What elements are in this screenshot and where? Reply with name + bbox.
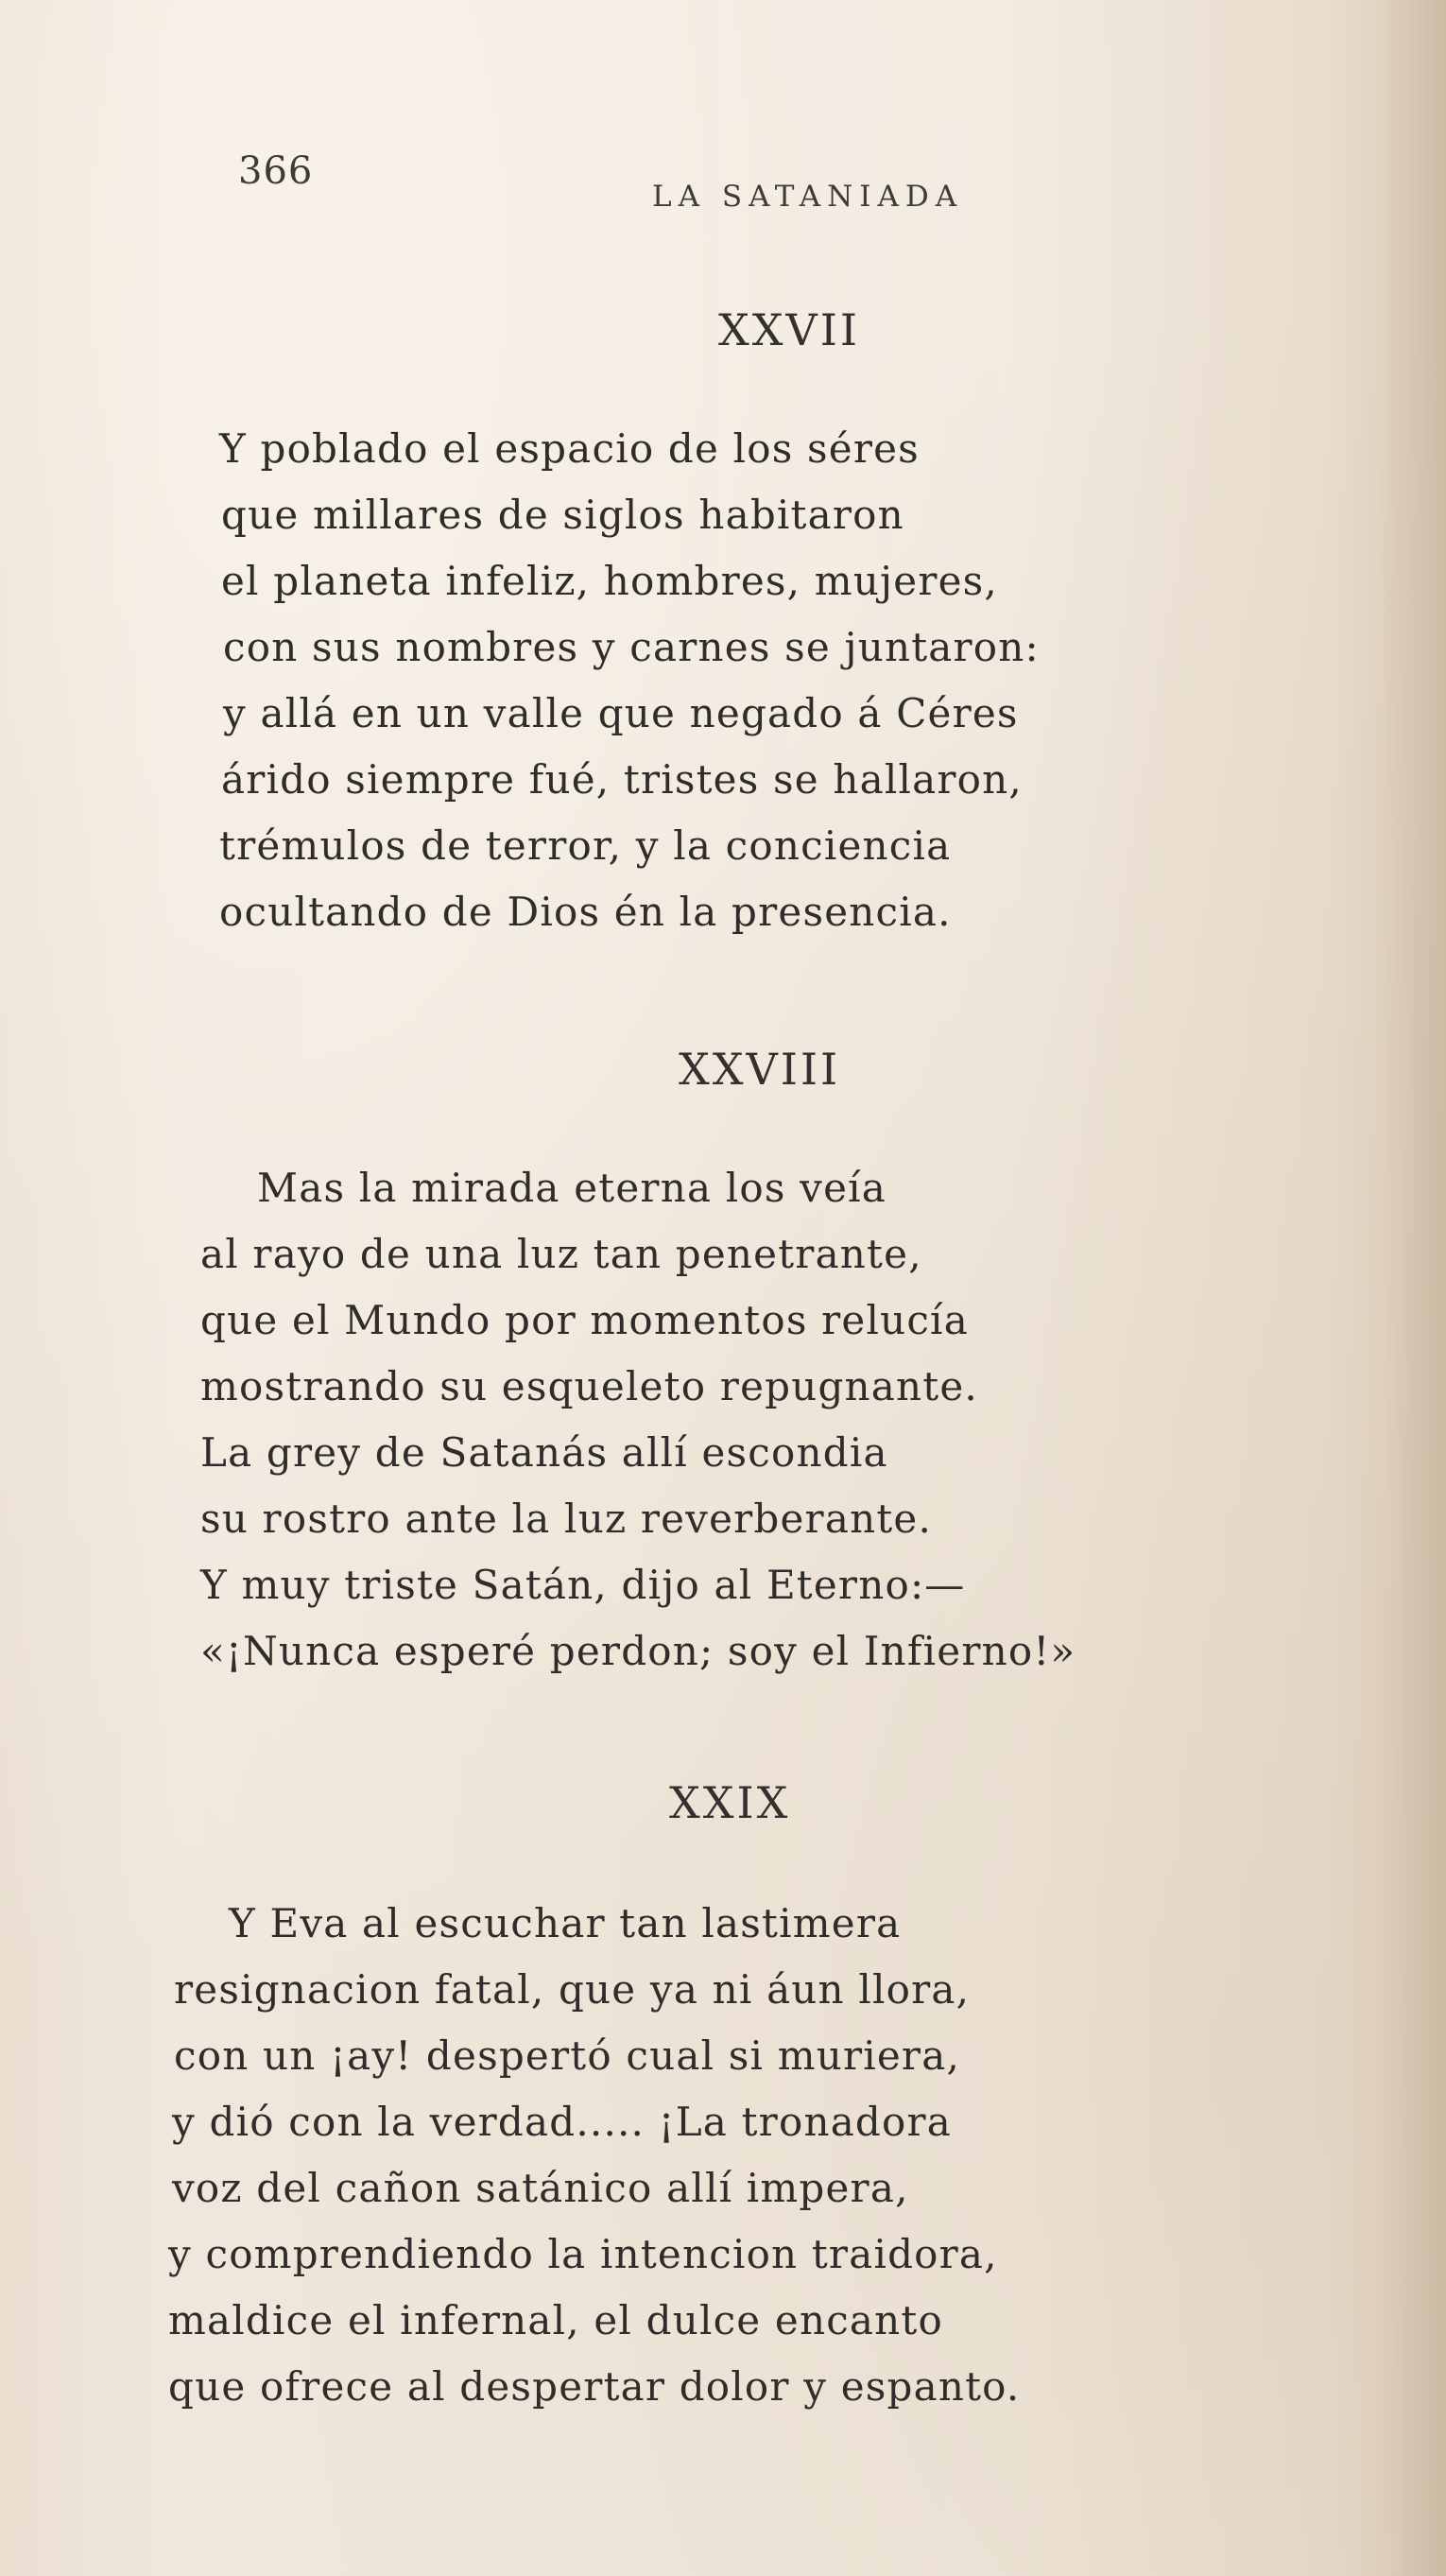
page-edge-shadow [1380,0,1446,2576]
running-title: LA SATANIADA [652,180,964,214]
stanza-number: XXVIII [679,1044,841,1095]
stanza-number: XXVII [718,304,861,355]
verse-line: que el Mundo por momentos relucía [200,1297,969,1343]
verse-line: trémulos de terror, y la conciencia [219,822,952,869]
verse-line: Y Eva al escuchar tan lastimera [229,1900,902,1946]
stanza-xxix [168,1891,1113,2420]
verse-line: maldice el infernal, el dulce encanto [168,2297,943,2343]
verse-line: al rayo de una luz tan penetrante, [200,1231,922,1277]
verse-line: y comprendiendo la intencion traidora, [168,2231,998,2277]
verse-line: su rostro ante la luz reverberante. [200,1495,933,1542]
verse-line: con un ¡ay! despertó cual si muriera, [174,2032,961,2079]
verse-line: ocultando de Dios én la presencia. [219,889,952,935]
stanza-number: XXIX [669,1777,791,1828]
verse-line: voz del cañon satánico allí impera, [172,2165,909,2211]
stanza-xxviii [200,1155,1145,1685]
stanza-xxvii [219,416,1164,945]
verse-line: árido siempre fué, tristes se hallaron, [221,756,1023,803]
verse-line: Y muy triste Satán, dijo al Eterno:— [200,1562,966,1608]
verse-line: que ofrece al despertar dolor y espanto. [168,2363,1021,2410]
verse-line: Y poblado el espacio de los séres [219,425,920,472]
verse-line: y allá en un valle que negado á Céres [223,690,1019,736]
verse-line: «¡Nunca esperé perdon; soy el Infierno!» [200,1628,1076,1674]
verse-line: y dió con la verdad..... ¡La tronadora [172,2099,953,2145]
verse-line: con sus nombres y carnes se juntaron: [223,624,1040,670]
verse-line: mostrando su esqueleto repugnante. [200,1363,978,1409]
verse-line: Mas la mirada eterna los veía [257,1165,887,1211]
verse-line: resignacion fatal, que ya ni áun llora, [174,1966,971,2013]
verse-line: que millares de siglos habitaron [221,492,904,538]
verse-line: La grey de Satanás allí escondia [200,1429,888,1476]
page-number: 366 [238,149,314,193]
verse-line: el planeta infeliz, hombres, mujeres, [221,558,998,604]
